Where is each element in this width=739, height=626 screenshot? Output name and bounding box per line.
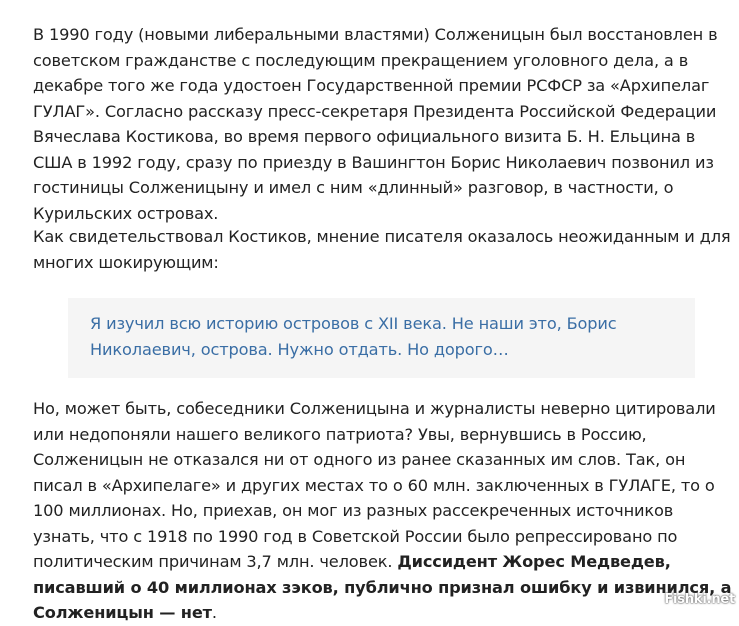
paragraph-repressions-end: .: [211, 603, 217, 622]
paragraph-restoration: В 1990 году (новыми либеральными властями) Солженицын был восстановлен в советском гражданстве с последующим прекращением уголовного дела, а в декабре того же года удостоен Государственной премии РСФСР за «Архипелаг ГУЛАГ». Согласно рассказу пресс-секретаря Президента Российской Федерации Вячеслава Костикова, во время первого официального визита Б. Н. Ельцина в США в 1992 году, сразу по приезду в Вашингтон Борис Николаевич позвонил из гостиницы Солженицыну и имел с ним «длинный» разговор, в частности, о Курильских островах.: [33, 25, 718, 223]
solzhenitsyn-quote: [68, 298, 695, 378]
paragraph-repressions-bold: Диссидент Жорес Медведев, писавший о 40 миллионах зэков, публично признал ошибку и извинился, а Солженицын — нет: [33, 552, 732, 622]
paragraph-kostikov: Как свидетельствовал Костиков, мнение писателя оказалось неожиданным и для многих шокирующим:: [33, 227, 731, 272]
quote-text: Я изучил всю историю островов с XII века. Не наши это, Борис Николаевич, острова. Нужно отдать. Но дорого…: [90, 314, 617, 359]
paragraph-repressions-text: Но, может быть, собеседники Солженицына и журналисты неверно цитировали или недопоняли нашего великого патриота? Увы, вернувшись в Россию, Солженицын не отказался ни от одного из ранее сказанных им слов. Так, он писал в «Архипелаге» и других местах то о 60 млн. заключенных в ГУЛАГЕ, то о 100 миллионах. Но, приехав, он мог из разных рассекреченных источников узнать, что с 1918 по 1990 год в Советской России было репрессировано по политическим причинам 3,7 млн. человек.: [33, 399, 716, 571]
paragraph-repressions: [33, 396, 733, 626]
site-watermark: Fishki.net: [664, 592, 735, 607]
